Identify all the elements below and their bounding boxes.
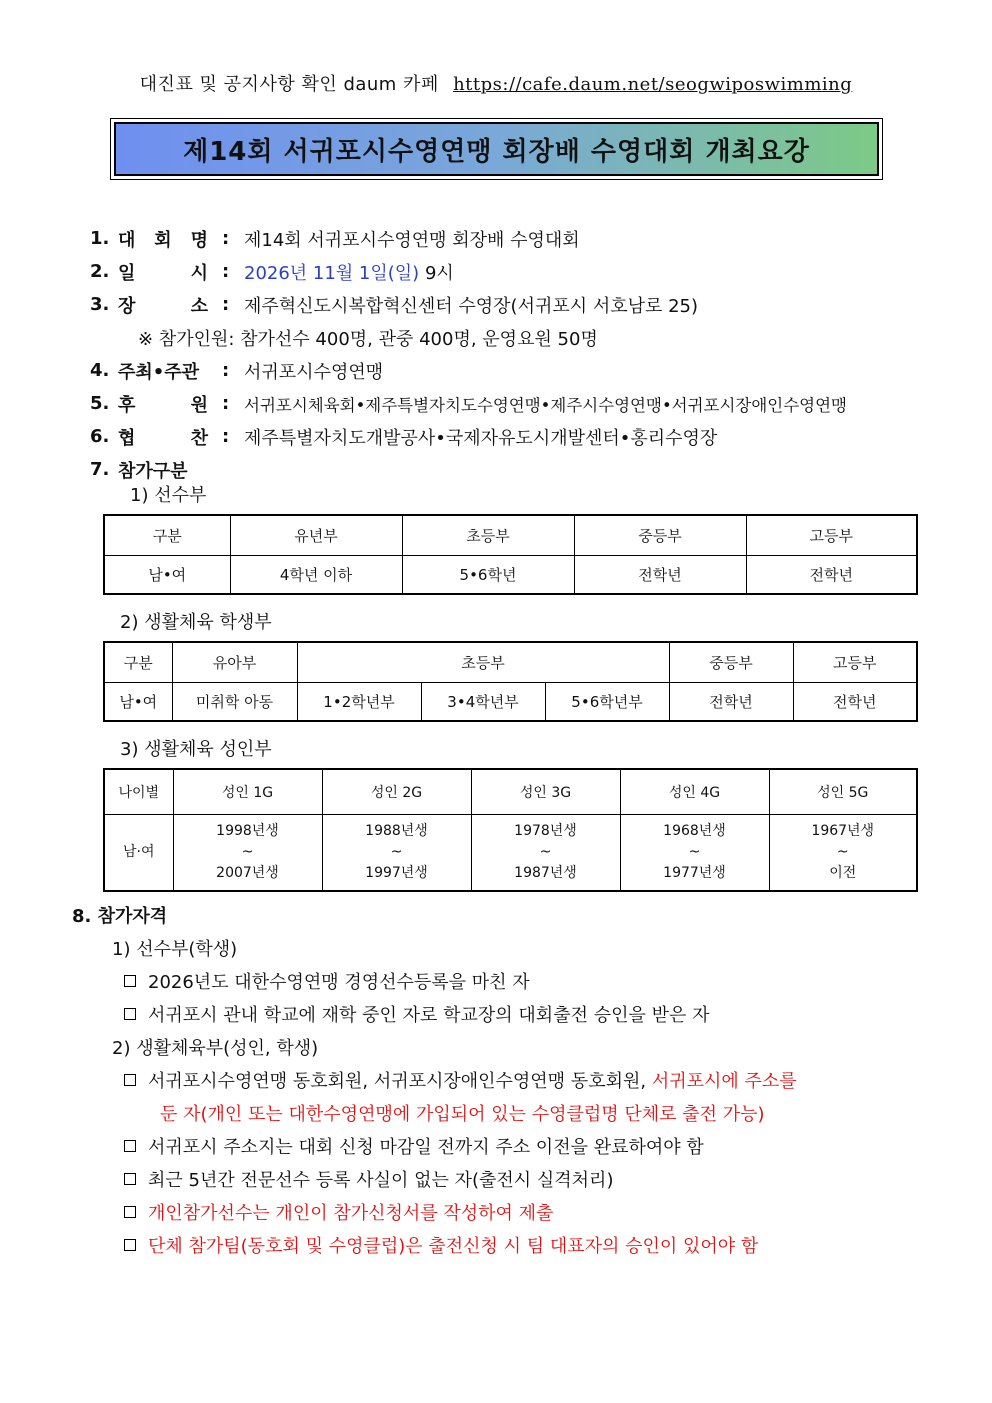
item-number: 4. bbox=[90, 360, 110, 381]
item-number: 5. bbox=[90, 393, 110, 414]
table-header: 구분 bbox=[104, 515, 230, 555]
eligibility-item bbox=[72, 1195, 952, 1228]
colon: : bbox=[222, 228, 230, 249]
range-tilde: ~ bbox=[241, 843, 254, 860]
range-from: 1978년생 bbox=[514, 822, 577, 839]
table-header: 초등부 bbox=[297, 642, 669, 682]
label-char: 주최•주관 bbox=[118, 361, 200, 383]
range-tilde: ~ bbox=[390, 843, 403, 860]
range-from: 1998년생 bbox=[216, 822, 279, 839]
cafe-link[interactable]: https://cafe.daum.net/seogwiposwimming bbox=[453, 74, 853, 95]
age-range-cell bbox=[471, 814, 620, 891]
eligibility-item bbox=[72, 1162, 952, 1195]
table-cell: 4학년 이하 bbox=[230, 555, 402, 594]
label-char: 장 bbox=[118, 295, 136, 317]
division3-heading: 3) 생활체육 성인부 bbox=[120, 739, 272, 760]
division3-table bbox=[103, 768, 918, 892]
checkbox-icon bbox=[124, 1173, 136, 1185]
item-cosponsor bbox=[90, 420, 940, 453]
table-header: 성인 4G bbox=[620, 769, 769, 814]
label-char: 회 bbox=[154, 229, 172, 251]
checkbox-icon bbox=[124, 1140, 136, 1152]
eligibility-item bbox=[72, 1063, 952, 1096]
table-row bbox=[104, 555, 917, 594]
eligibility-sub2-heading: 2) 생활체육부(성인, 학생) bbox=[112, 1037, 319, 1059]
document-title: 제14회 서귀포시수영연맹 회장배 수영대회 개최요강 bbox=[114, 122, 879, 176]
table-header: 유년부 bbox=[230, 515, 402, 555]
range-tilde: ~ bbox=[688, 843, 701, 860]
checkbox-icon bbox=[124, 1206, 136, 1218]
eligibility-item bbox=[72, 997, 952, 1030]
item-label bbox=[118, 292, 208, 318]
checkbox-icon bbox=[124, 1074, 136, 1086]
item-label: 참가구분 bbox=[118, 460, 188, 482]
item-label bbox=[118, 226, 208, 252]
table-header: 초등부 bbox=[402, 515, 574, 555]
division1-heading: 1) 선수부 bbox=[130, 485, 207, 506]
table-cell: 전학년 bbox=[793, 682, 917, 721]
table-header: 고등부 bbox=[746, 515, 917, 555]
table-header-row bbox=[104, 642, 917, 682]
eligibility-text: 2026년도 대한수영연맹 경영선수등록을 마친 자 bbox=[148, 971, 530, 993]
event-time: 9시 bbox=[419, 262, 454, 284]
label-char: 후 bbox=[118, 394, 136, 416]
table-cell: 남•여 bbox=[104, 682, 172, 721]
table-header: 나이별 bbox=[104, 769, 173, 814]
colon: : bbox=[222, 294, 230, 315]
range-to: 1977년생 bbox=[663, 864, 726, 881]
label-char: 일 bbox=[118, 262, 136, 284]
label-char: 협 bbox=[118, 427, 136, 449]
table-header: 유아부 bbox=[172, 642, 297, 682]
eligibility-text-highlight: 단체 참가팀(동호회 및 수영클럽)은 출전신청 시 팀 대표자의 승인이 있어야 함 bbox=[148, 1235, 759, 1257]
range-from: 1968년생 bbox=[663, 822, 726, 839]
item-label bbox=[118, 259, 208, 285]
table-cell: 전학년 bbox=[574, 555, 746, 594]
table-cell: 5•6학년부 bbox=[545, 682, 669, 721]
range-to: 1987년생 bbox=[514, 864, 577, 881]
cafe-notice bbox=[0, 70, 992, 96]
item-value: 서귀포시체육회•제주특별자치도수영연맹•제주시수영연맹•서귀포시장애인수영연맹 bbox=[244, 395, 848, 415]
item-host bbox=[90, 354, 940, 387]
checkbox-icon bbox=[124, 975, 136, 987]
table-cell: 미취학 아동 bbox=[172, 682, 297, 721]
event-date: 2026년 11월 1일(일) bbox=[244, 262, 420, 284]
item-label bbox=[118, 358, 208, 384]
table-header: 성인 1G bbox=[173, 769, 322, 814]
range-to: 2007년생 bbox=[216, 864, 279, 881]
age-range-cell bbox=[769, 814, 917, 891]
item-value: 서귀포시수영연맹 bbox=[244, 361, 384, 383]
item-number: 1. bbox=[90, 228, 110, 249]
table-row bbox=[104, 814, 917, 891]
item-categories bbox=[90, 453, 940, 486]
item-number: 3. bbox=[90, 294, 110, 315]
eligibility-text: 최근 5년간 전문선수 등록 사실이 없는 자(출전시 실격처리) bbox=[148, 1169, 614, 1191]
table-header: 성인 3G bbox=[471, 769, 620, 814]
table-header: 성인 2G bbox=[322, 769, 471, 814]
age-range-cell bbox=[173, 814, 322, 891]
label-char: 명 bbox=[190, 229, 208, 251]
eligibility-text: 서귀포시 주소지는 대회 신청 마감일 전까지 주소 이전을 완료하여야 함 bbox=[148, 1136, 704, 1158]
age-range-cell bbox=[322, 814, 471, 891]
title-box bbox=[110, 118, 883, 180]
range-tilde: ~ bbox=[539, 843, 552, 860]
outline-items bbox=[90, 222, 940, 486]
item-venue bbox=[90, 288, 940, 321]
table-cell: 전학년 bbox=[746, 555, 917, 594]
table-cell: 남·여 bbox=[104, 814, 173, 891]
item-event-name bbox=[90, 222, 940, 255]
age-range-cell bbox=[620, 814, 769, 891]
range-from: 1988년생 bbox=[365, 822, 428, 839]
eligibility-section bbox=[72, 898, 952, 1261]
range-to: 1997년생 bbox=[365, 864, 428, 881]
item-sponsor bbox=[90, 387, 940, 420]
eligibility-item bbox=[72, 1129, 952, 1162]
eligibility-text: 서귀포시 관내 학교에 재학 중인 자로 학교장의 대회출전 승인을 받은 자 bbox=[148, 1004, 710, 1026]
label-char: 대 bbox=[118, 229, 136, 251]
eligibility-item bbox=[72, 964, 952, 997]
table-header: 성인 5G bbox=[769, 769, 917, 814]
item-value: 제주특별자치도개발공사•국제자유도시개발센터•홍리수영장 bbox=[244, 427, 718, 449]
item-label bbox=[118, 391, 208, 417]
label-char: 찬 bbox=[190, 427, 208, 449]
table-header-row bbox=[104, 769, 917, 814]
table-header: 중등부 bbox=[574, 515, 746, 555]
item-number: 2. bbox=[90, 261, 110, 282]
table-header: 중등부 bbox=[669, 642, 793, 682]
colon: : bbox=[222, 261, 230, 282]
eligibility-text-highlight: 개인참가선수는 개인이 참가신청서를 작성하여 제출 bbox=[148, 1202, 554, 1224]
participant-note: ※ 참가인원: 참가선수 400명, 관중 400명, 운영요원 50명 bbox=[138, 328, 598, 350]
label-char: 시 bbox=[190, 262, 208, 284]
eligibility-item bbox=[72, 1228, 952, 1261]
division2-heading: 2) 생활체육 학생부 bbox=[120, 612, 272, 633]
table-row bbox=[104, 682, 917, 721]
table-header: 고등부 bbox=[793, 642, 917, 682]
table-cell: 5•6학년 bbox=[402, 555, 574, 594]
eligibility-text: 서귀포시수영연맹 동호회원, 서귀포시장애인수영연맹 동호회원, bbox=[148, 1070, 647, 1092]
table-header: 구분 bbox=[104, 642, 172, 682]
item-number: 7. bbox=[90, 459, 110, 480]
range-tilde: ~ bbox=[836, 843, 849, 860]
label-char: 원 bbox=[190, 394, 208, 416]
eligibility-item-continued: 둔 자(개인 또는 대한수영연맹에 가입되어 있는 수영클럽명 단체로 출전 가능) bbox=[160, 1103, 765, 1125]
section8-heading: 8. 참가자격 bbox=[72, 905, 168, 927]
item-label bbox=[118, 424, 208, 450]
cafe-notice-text: 대진표 및 공지사항 확인 daum 카페 bbox=[139, 74, 439, 95]
colon: : bbox=[222, 360, 230, 381]
table-cell: 1•2학년부 bbox=[297, 682, 421, 721]
eligibility-sub1-heading: 1) 선수부(학생) bbox=[112, 938, 238, 960]
item-number: 6. bbox=[90, 426, 110, 447]
range-from: 1967년생 bbox=[811, 822, 875, 839]
range-to: 이전 bbox=[829, 864, 857, 881]
table-cell: 남•여 bbox=[104, 555, 230, 594]
label-char: 소 bbox=[190, 295, 208, 317]
colon: : bbox=[222, 393, 230, 414]
division2-table bbox=[103, 641, 918, 722]
checkbox-icon bbox=[124, 1008, 136, 1020]
table-cell: 전학년 bbox=[669, 682, 793, 721]
item-value: 제주혁신도시복합혁신센터 수영장(서귀포시 서호남로 25) bbox=[244, 295, 699, 317]
colon: : bbox=[222, 426, 230, 447]
checkbox-icon bbox=[124, 1239, 136, 1251]
item-value: 제14회 서귀포시수영연맹 회장배 수영대회 bbox=[244, 229, 580, 251]
table-cell: 3•4학년부 bbox=[421, 682, 545, 721]
table-header-row bbox=[104, 515, 917, 555]
division1-table bbox=[103, 514, 918, 595]
eligibility-text-highlight: 서귀포시에 주소를 bbox=[646, 1070, 797, 1092]
item-date bbox=[90, 255, 940, 288]
